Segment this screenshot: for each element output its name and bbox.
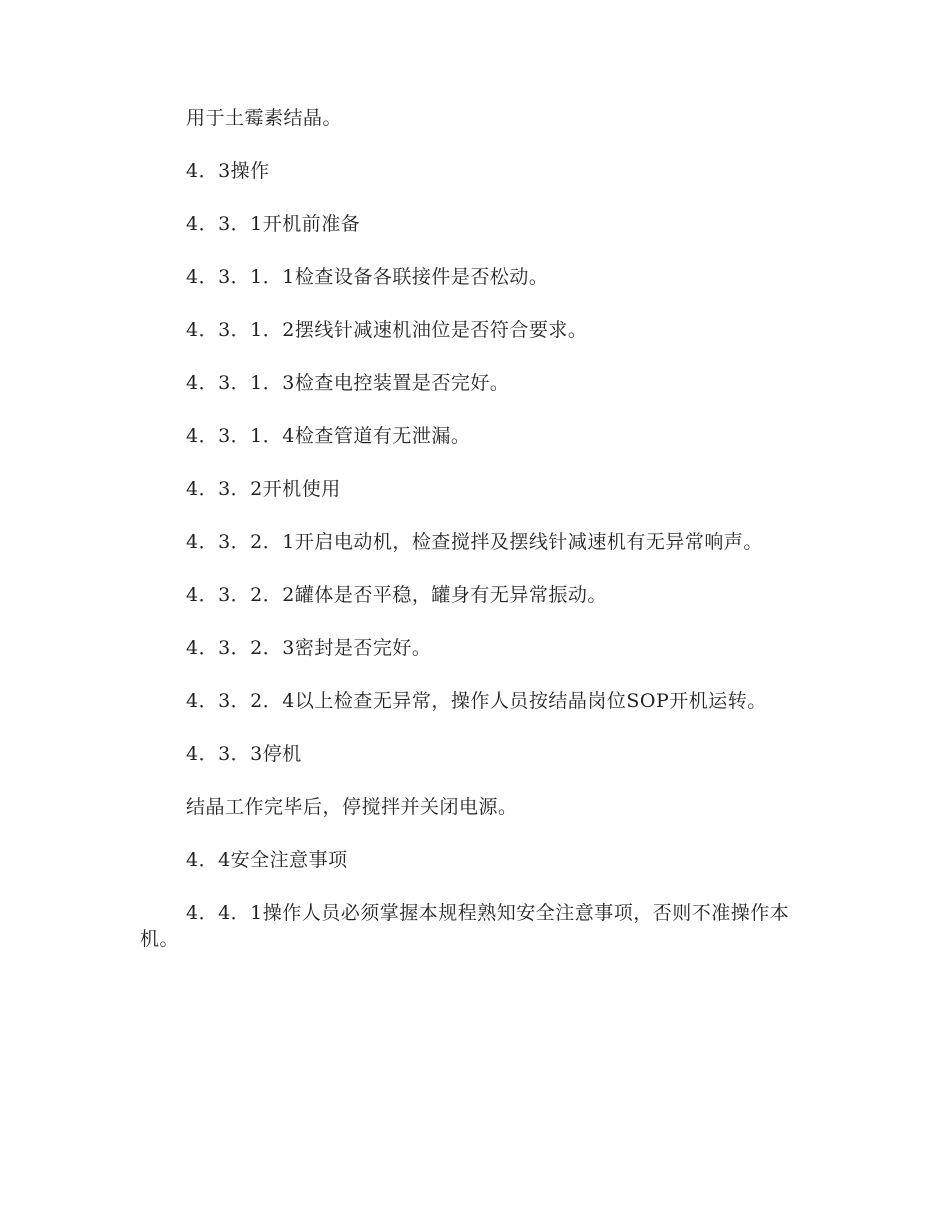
heading-4-3-3-shutdown: 4．3．3停机: [186, 743, 302, 765]
document-body: [140, 105, 820, 979]
item-4-3-2-4: 4．3．2．4以上检查无异常，操作人员按结晶岗位SOP开机运转。: [186, 690, 767, 712]
item-4-4-1: 4．4．1操作人员必须掌握本规程熟知安全注意事项，否则不准操作本机。: [140, 902, 790, 950]
item-4-3-1-1: 4．3．1．1检查设备各联接件是否松动。: [186, 266, 549, 288]
item-4-3-2-1: 4．3．2．1开启电动机，检查搅拌及摆线针减速机有无异常响声。: [186, 531, 763, 553]
item-4-3-1-4: 4．3．1．4检查管道有无泄漏。: [186, 425, 471, 447]
heading-4-3-1-preparation: 4．3．1开机前准备: [186, 213, 361, 235]
item-4-3-1-2: 4．3．1．2摆线针减速机油位是否符合要求。: [186, 319, 588, 341]
heading-4-3-2-startup: 4．3．2开机使用: [186, 478, 341, 500]
paragraph-shutdown: 结晶工作完毕后，停搅拌并关闭电源。: [186, 796, 518, 818]
heading-4-4-safety: 4．4安全注意事项: [186, 849, 348, 871]
paragraph-usage: 用于土霉素结晶。: [186, 107, 343, 129]
item-4-3-2-2: 4．3．2．2罐体是否平稳，罐身有无异常振动。: [186, 584, 607, 606]
item-4-3-2-3: 4．3．2．3密封是否完好。: [186, 637, 432, 659]
item-4-3-1-3: 4．3．1．3检查电控装置是否完好。: [186, 372, 510, 394]
heading-4-3-operation: 4．3操作: [186, 160, 270, 182]
